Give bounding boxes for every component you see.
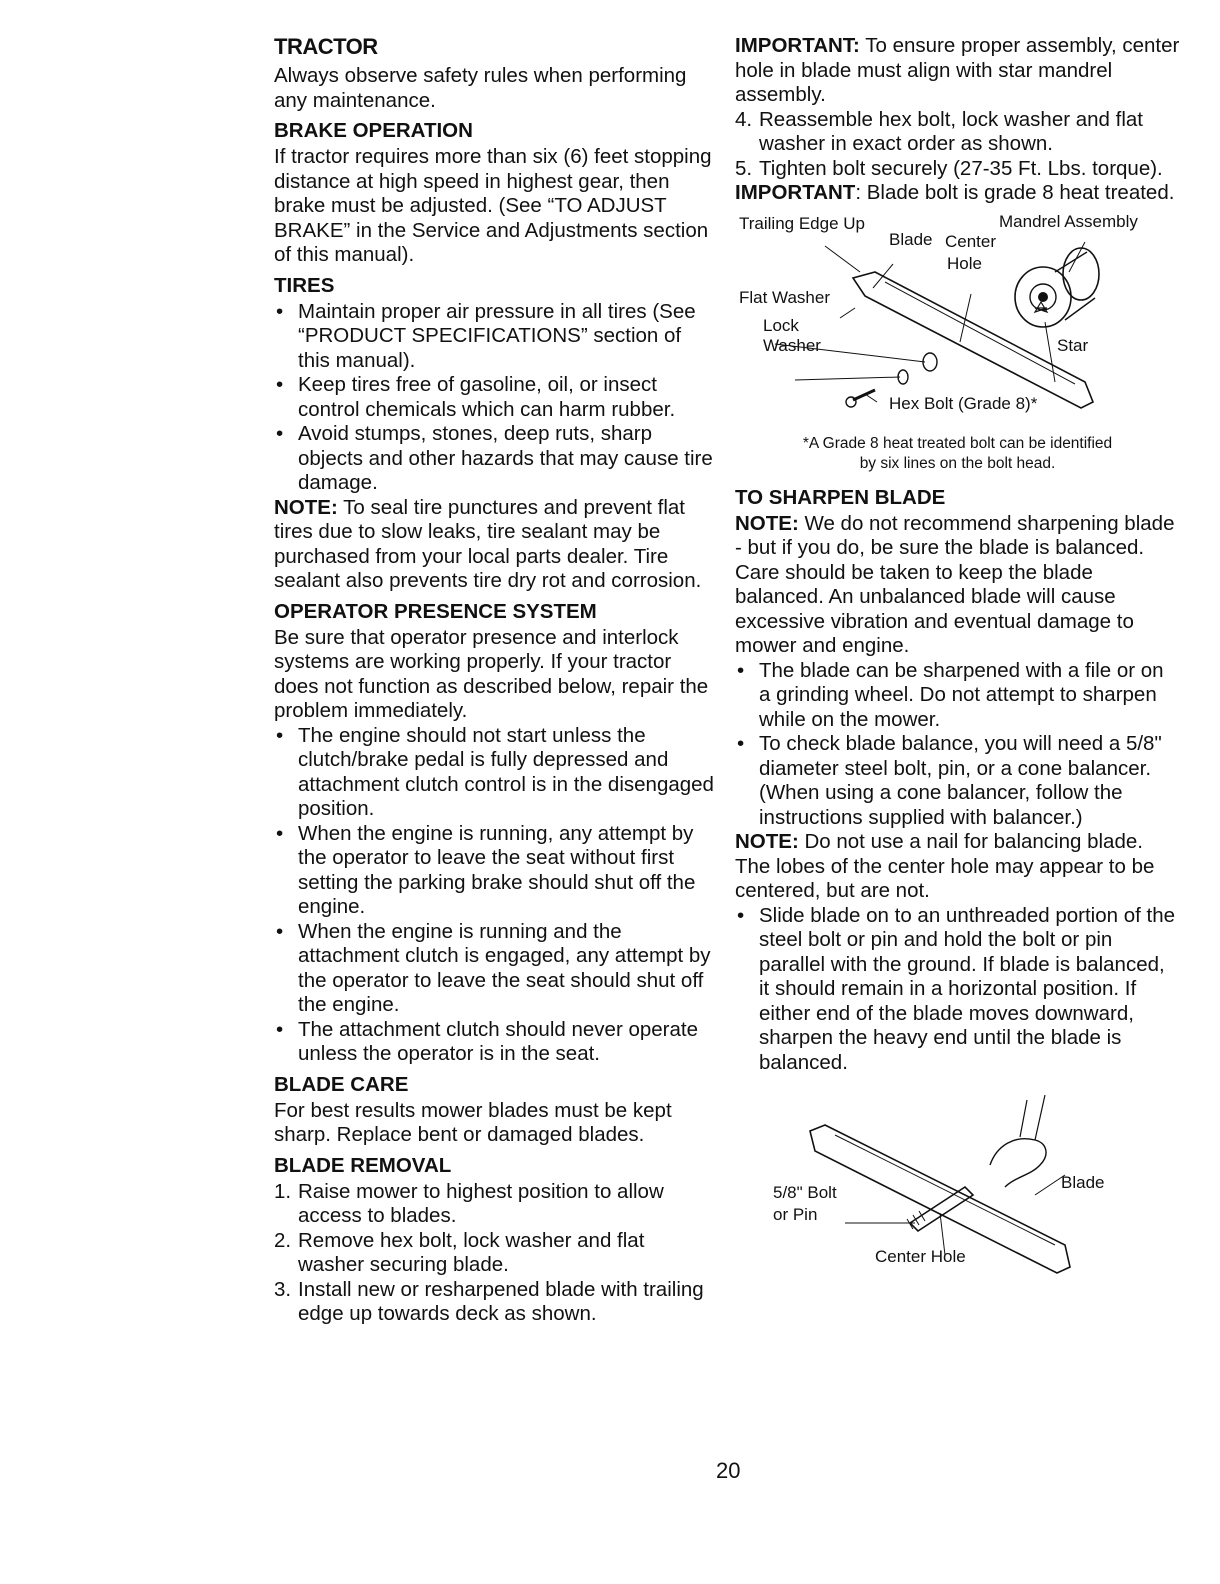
label-trailing-edge: Trailing Edge Up (739, 213, 865, 233)
sharpen-list (735, 659, 1180, 831)
step-number: 3. (274, 1277, 292, 1301)
note-label: NOTE: (274, 495, 338, 519)
note-label: NOTE: (735, 511, 799, 535)
step-item (274, 1229, 714, 1278)
step-text: Raise mower to highest position to allow access to blades. (298, 1179, 664, 1227)
list-item: • Keep tires free of gasoline, oil, or insect control chemicals which can harm rubber. (274, 373, 714, 422)
footnote-line-1: *A Grade 8 heat treated bolt can be identified (802, 434, 1113, 452)
step-text: Tighten bolt securely (27-35 Ft. Lbs. torque). (759, 156, 1163, 180)
section-title-tractor: TRACTOR (274, 34, 378, 59)
note-text: To seal tire punctures and prevent flat tires due to slow leaks, tire sealant may be purchased from your local parts dealer. Tire sealant also prevents tire dry rot and corrosion. (274, 495, 702, 592)
ops-list (274, 724, 714, 1067)
bolt-grade-footnote (735, 434, 1180, 474)
balance-list (735, 904, 1180, 1076)
list-item: • To check blade balance, you will need a 5/8" diameter steel bolt, pin, or a cone balancer. (When using a cone balancer, follow the instructions supplied with balancer.) (735, 732, 1180, 830)
step-text: Install new or resharpened blade with trailing edge up towards deck as shown. (298, 1277, 704, 1325)
blade-removal-steps (274, 1180, 714, 1327)
label-star: Star (1057, 335, 1089, 355)
important-label: IMPORTANT: (735, 34, 860, 57)
important-text: : Blade bolt is grade 8 heat treated. (855, 181, 1175, 204)
sharpen-note-2 (735, 830, 1180, 904)
footnote-line-2: by six lines on the bolt head. (859, 454, 1056, 472)
brake-text: If tractor requires more than six (6) feet stopping distance at high speed in highest gear, then brake must be adjusted. (See “TO ADJUST BRAKE” in the Service and Adjustments section of this manual). (274, 145, 712, 266)
list-item: • When the engine is running and the attachment clutch is engaged, any attempt by the operator to leave the seat should shut off the engine. (274, 920, 714, 1018)
important-assembly (735, 34, 1180, 108)
label-center: Center (945, 231, 997, 251)
sharpen-note-1 (735, 512, 1180, 561)
right-column (735, 34, 1180, 1295)
important-text: To ensure proper assembly, center hole in blade must align with star mandrel assembly. (735, 34, 1180, 106)
label-hole: Hole (947, 253, 982, 273)
list-item: • Avoid stumps, stones, deep ruts, sharp objects and other hazards that may cause tire damage. (274, 422, 714, 496)
step-item (274, 1278, 714, 1327)
list-item: • Slide blade on to an unthreaded portion of the steel bolt or pin and hold the bolt or pin parallel with the ground. If blade is balanced, it should remain in a horizontal position. If either end of the blade moves downward, sharpen the heavy end until the blade is balanced. (735, 904, 1180, 1076)
note-label: NOTE: (735, 830, 799, 853)
left-column (274, 34, 714, 1327)
step-text: Remove hex bolt, lock washer and flat washer securing blade. (298, 1228, 645, 1276)
label-bolt: 5/8" Bolt (773, 1183, 837, 1202)
sharpen-text: Care should be taken to keep the blade balanced. An unbalanced blade will cause excessive vibration and eventual damage to mower and engine. (735, 560, 1134, 657)
label-flat-washer: Flat Washer (739, 287, 831, 307)
label-washer: Washer (763, 335, 821, 355)
heading-to-sharpen-blade: TO SHARPEN BLADE (735, 485, 946, 509)
heading-blade-care: BLADE CARE (274, 1072, 409, 1096)
heading-blade-removal: BLADE REMOVAL (274, 1153, 452, 1177)
tires-note (274, 496, 714, 594)
label-center-hole: Center Hole (875, 1247, 966, 1266)
label-blade: Blade (889, 229, 933, 249)
heading-brake-operation: BRAKE OPERATION (274, 119, 473, 142)
list-item: • Maintain proper air pressure in all tires (See “PRODUCT SPECIFICATIONS” section of this manual). (274, 300, 714, 374)
blade-balance-figure (735, 1095, 1180, 1295)
label-mandrel-assembly: Mandrel Assembly (999, 211, 1138, 231)
step-item (735, 108, 1180, 157)
label-hex-bolt: Hex Bolt (Grade 8)* (889, 393, 1038, 413)
label-blade: Blade (1061, 1173, 1105, 1192)
step-number: 2. (274, 1228, 292, 1252)
step-item (274, 1180, 714, 1229)
label-lock: Lock (763, 315, 799, 335)
reassembly-steps (735, 108, 1180, 182)
important-bolt-grade (735, 181, 1180, 206)
label-pin: or Pin (773, 1205, 818, 1224)
step-number: 4. (735, 107, 753, 131)
tires-list (274, 300, 714, 496)
step-item (735, 157, 1180, 182)
ops-text: Be sure that operator presence and interlock systems are working properly. If your tractor does not function as described below, repair the problem immediately. (274, 625, 709, 722)
list-item: • The engine should not start unless the clutch/brake pedal is fully depressed and attachment clutch control is in the disengaged position. (274, 724, 714, 822)
heading-operator-presence: OPERATOR PRESENCE SYSTEM (274, 599, 597, 623)
tractor-intro: Always observe safety rules when performing any maintenance. (274, 64, 687, 112)
note-text: Do not use a nail for balancing blade. The lobes of the center hole may appear to be centered, but are not. (735, 830, 1155, 902)
blade-assembly-figure (735, 212, 1180, 430)
important-label: IMPORTANT (735, 181, 856, 204)
page-number: 20 (716, 1458, 741, 1483)
list-item: • When the engine is running, any attempt by the operator to leave the seat without first setting the parking brake should shut off the engine. (274, 822, 714, 920)
step-number: 5. (735, 156, 753, 180)
blade-care-text: For best results mower blades must be kept sharp. Replace bent or damaged blades. (274, 1098, 672, 1146)
step-text: Reassemble hex bolt, lock washer and flat washer in exact order as shown. (759, 107, 1144, 155)
step-number: 1. (274, 1179, 292, 1203)
list-item: • The attachment clutch should never operate unless the operator is in the seat. (274, 1018, 714, 1067)
list-item: • The blade can be sharpened with a file or on a grinding wheel. Do not attempt to sharpen while on the mower. (735, 659, 1180, 733)
note-text: We do not recommend sharpening blade - but if you do, be sure the blade is balanced. (735, 511, 1175, 559)
heading-tires: TIRES (274, 273, 335, 297)
